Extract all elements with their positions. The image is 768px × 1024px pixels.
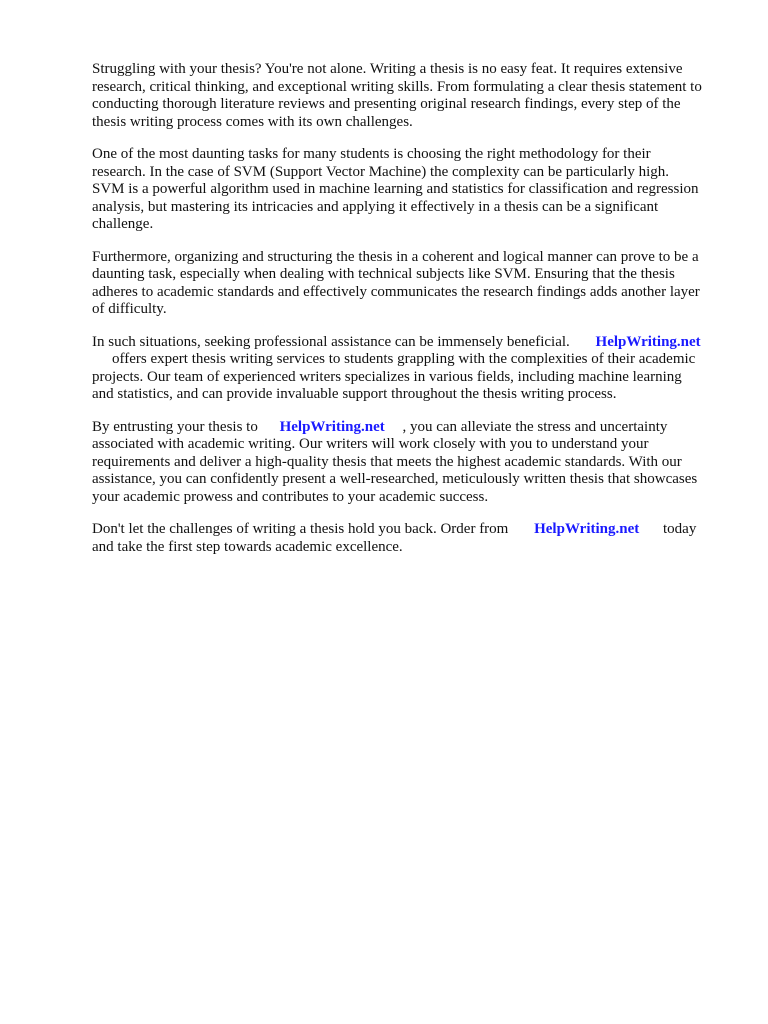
text-line: associated with academic writing. Our writers will work closely with you to understand your	[92, 436, 649, 452]
text-segment: today	[663, 521, 697, 537]
text-line: daunting task, especially when dealing with technical subjects like SVM. Ensuring that the thesis	[92, 266, 675, 282]
text-line	[92, 334, 732, 352]
document-body	[92, 61, 732, 571]
text-segment: Don't let the challenges of writing a thesis hold you back. Order from	[92, 521, 509, 537]
text-line	[92, 419, 732, 437]
text-line: conducting thorough literature reviews and presenting original research findings, every step of the	[92, 96, 681, 112]
helpwriting-link[interactable]: HelpWriting.net	[279, 418, 385, 435]
text-line: thesis writing process comes with its own challenges.	[92, 113, 413, 130]
paragraph-methodology	[92, 146, 732, 234]
text-line: offers expert thesis writing services to students grappling with the complexities of their academic	[112, 351, 696, 367]
text-line: adheres to academic standards and effectively communicates the research findings adds another layer	[92, 283, 700, 300]
text-line: SVM is a powerful algorithm used in machine learning and statistics for classification and regression	[92, 181, 699, 197]
paragraph-call-to-action	[92, 521, 732, 556]
text-line: research, critical thinking, and exceptional writing skills. From formulating a clear thesis statement to	[92, 78, 702, 95]
paragraph-assistance	[92, 334, 732, 404]
text-line: and take the first step towards academic excellence.	[92, 538, 403, 555]
text-segment: By entrusting your thesis to	[92, 418, 258, 435]
text-line: challenge.	[92, 216, 154, 232]
paragraph-entrusting	[92, 419, 732, 507]
paragraph-structure	[92, 249, 732, 319]
text-line: Furthermore, organizing and structuring the thesis in a coherent and logical manner can prove to be a	[92, 248, 699, 265]
helpwriting-link[interactable]: HelpWriting.net	[534, 521, 640, 537]
text-line	[92, 521, 732, 539]
paragraph-intro	[92, 61, 732, 131]
text-segment: , you can alleviate the stress and uncertainty	[402, 418, 668, 435]
text-line: One of the most daunting tasks for many students is choosing the right methodology for their	[92, 146, 651, 162]
text-line: of difficulty.	[92, 301, 167, 317]
text-line: research. In the case of SVM (Support Vector Machine) the complexity can be particularly high.	[92, 163, 670, 180]
text-line: requirements and deliver a high-quality thesis that meets the highest academic standards. With our	[92, 453, 682, 470]
text-segment: In such situations, seeking professional assistance can be immensely beneficial.	[92, 333, 570, 350]
text-line: analysis, but mastering its intricacies and applying it effectively in a thesis can be a significant	[92, 198, 659, 215]
text-line: your academic prowess and contributes to your academic success.	[92, 488, 489, 505]
helpwriting-link[interactable]: HelpWriting.net	[595, 333, 701, 350]
text-line: and statistics, and can provide invaluable support throughout the thesis writing process.	[92, 386, 617, 402]
text-line: projects. Our team of experienced writers specializes in various fields, including machine learning	[92, 368, 682, 385]
text-line: Struggling with your thesis? You're not alone. Writing a thesis is no easy feat. It requires extensive	[92, 61, 683, 77]
text-line: assistance, you can confidently present a well-researched, meticulously written thesis that showcases	[92, 471, 698, 487]
